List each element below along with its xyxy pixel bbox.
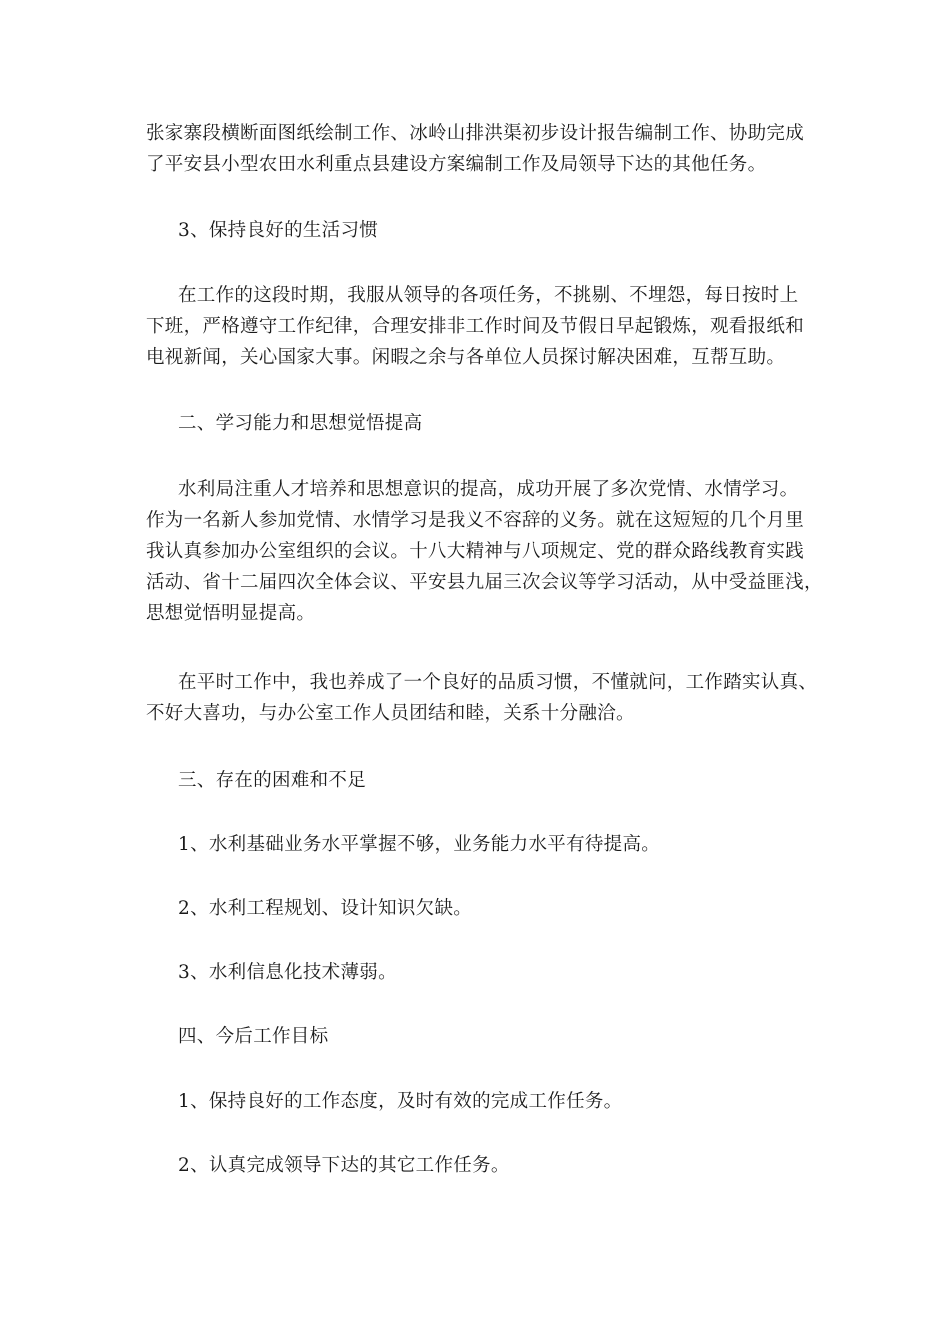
paragraph-habits (146, 280, 812, 373)
goal-item-1: 1、保持良好的工作态度，及时有效的完成工作任务。 (178, 1091, 623, 1112)
paragraph-line: 作为一名新人参加党情、水情学习是我义不容辞的义务。就在这短短的几个月里 (146, 510, 805, 531)
section-heading-habits: 3、保持良好的生活习惯 (178, 220, 379, 241)
paragraph-line: 在工作的这段时期，我服从领导的各项任务，不挑剔、不埋怨，每日按时上 (178, 285, 799, 306)
paragraph-line: 张家寨段横断面图纸绘制工作、冰岭山排洪渠初步设计报告编制工作、协助完成 (146, 123, 805, 144)
section-heading-problems: 三、存在的困难和不足 (178, 770, 367, 791)
paragraph-quality (146, 667, 818, 729)
paragraph-study (146, 474, 823, 629)
section-heading-study: 二、学习能力和思想觉悟提高 (178, 413, 423, 434)
paragraph-line: 了平安县小型农田水利重点县建设方案编制工作及局领导下达的其他任务。 (146, 154, 767, 175)
paragraph-line: 不好大喜功，与办公室工作人员团结和睦，关系十分融洽。 (146, 703, 635, 724)
section-heading-goals: 四、今后工作目标 (178, 1026, 329, 1047)
goal-item-2: 2、认真完成领导下达的其它工作任务。 (178, 1155, 510, 1176)
paragraph-intro (146, 118, 812, 180)
paragraph-line: 我认真参加办公室组织的会议。十八大精神与八项规定、党的群众路线教育实践 (146, 541, 805, 562)
paragraph-line: 水利局注重人才培养和思想意识的提高，成功开展了多次党情、水情学习。 (178, 479, 799, 500)
paragraph-line: 电视新闻，关心国家大事。闲暇之余与各单位人员探讨解决困难，互帮互助。 (146, 347, 786, 368)
paragraph-line: 活动、省十二届四次全体会议、平安县九届三次会议等学习活动，从中受益匪浅， (146, 572, 823, 593)
paragraph-line: 下班，严格遵守工作纪律，合理安排非工作时间及节假日早起锻炼，观看报纸和 (146, 316, 805, 337)
problem-item-1: 1、水利基础业务水平掌握不够，业务能力水平有待提高。 (178, 834, 661, 855)
paragraph-line: 在平时工作中，我也养成了一个良好的品质习惯，不懂就问，工作踏实认真、 (178, 672, 818, 693)
problem-item-2: 2、水利工程规划、设计知识欠缺。 (178, 898, 473, 919)
paragraph-line: 思想觉悟明显提高。 (146, 603, 316, 624)
problem-item-3: 3、水利信息化技术薄弱。 (178, 962, 397, 983)
